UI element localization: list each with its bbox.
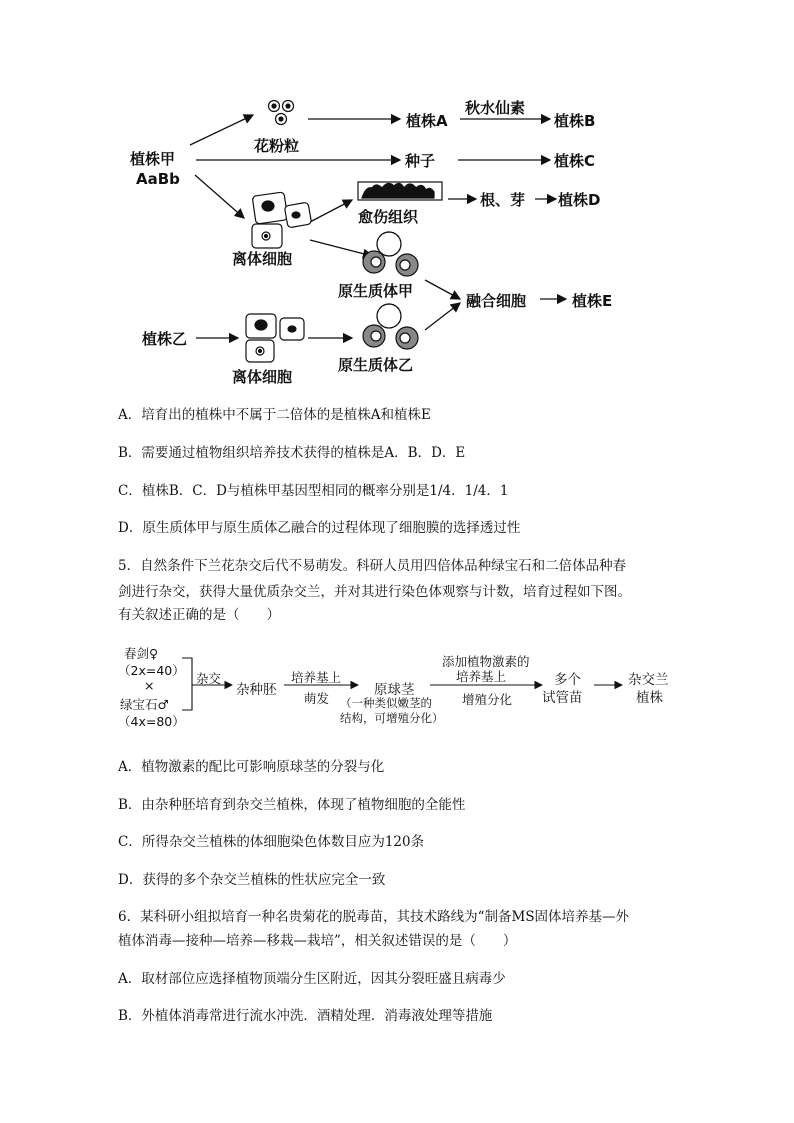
q6-option-b: B．外植体消毒常进行流水冲洗．酒精处理．消毒液处理等措施 — [118, 1008, 493, 1024]
q5-option-a: A．植物激素的配比可影响原球茎的分裂与化 — [118, 759, 385, 775]
germinate-label: 萌发 — [304, 691, 330, 706]
q5-stem-line-3: 有关叙述正确的是（ ） — [118, 607, 280, 623]
seedlings-label-2: 试管苗 — [542, 690, 583, 706]
plant-c-label: 植株C — [554, 152, 596, 170]
q5-option-b: B．由杂种胚培育到杂交兰植株，体现了植物细胞的全能性 — [118, 797, 466, 813]
q4-option-a: A．培育出的植株中不属于二倍体的是植株A和植株E — [118, 407, 431, 423]
hybrid-label-2: 植株 — [636, 690, 663, 706]
on-medium-label: 培养基上 — [291, 670, 342, 685]
genotype-label: AaBb — [136, 170, 180, 188]
q4-option-c: C．植株B．C．D与植株甲基因型相同的概率分别是1/4．1/4．1 — [118, 483, 509, 499]
isolated-cells-2-label: 离体细胞 — [232, 368, 293, 386]
q4-option-b: B．需要通过植物组织培养技术获得的植株是A．B．D．E — [118, 445, 466, 461]
plant-e-label: 植株E — [572, 292, 613, 310]
embryo-label: 杂种胚 — [236, 682, 277, 698]
q6-stem-line-1: 6．某科研小组拟培育一种名贵菊花的脱毒苗，其技术路线为“制备MS固体培养基—外 — [118, 909, 630, 925]
isolated-cells-1-label: 离体细胞 — [232, 250, 293, 268]
plant-yi-label: 植株乙 — [142, 330, 188, 348]
q5-stem-line-1: 5．自然条件下兰花杂交后代不易萌发。科研人员用四倍体品种绿宝石和二倍体品种春 — [118, 558, 627, 574]
add-hormone-label-2: 培养基上 — [456, 669, 507, 684]
chunjian-label: 春剑♀ — [124, 646, 159, 661]
lvbaoshi-chromosome: （4x=80） — [118, 714, 185, 729]
seedlings-label-1: 多个 — [554, 672, 581, 688]
q5-option-c: C．所得杂交兰植株的体细胞染色体数目应为120条 — [118, 834, 425, 850]
colchicine-label: 秋水仙素 — [465, 99, 526, 117]
protoplast-jia-label: 原生质体甲 — [338, 282, 414, 300]
pollen-label: 花粉粒 — [254, 137, 300, 155]
protoplast-yi-label: 原生质体乙 — [338, 356, 414, 374]
hybrid-label-1: 杂交兰 — [628, 672, 669, 688]
plant-d-label: 植株D — [558, 191, 601, 209]
cross-mark: × — [144, 678, 155, 693]
q4-option-d: D．原生质体甲与原生质体乙融合的过程体现了细胞膜的选择透过性 — [118, 520, 521, 536]
hybridize-label: 杂交 — [196, 671, 222, 686]
chunjian-chromosome: （2x=40） — [118, 663, 185, 678]
callus-label: 愈伤组织 — [358, 208, 419, 226]
q5-option-d: D．获得的多个杂交兰植株的性状应完全一致 — [118, 872, 386, 888]
add-hormone-label-1: 添加植物激素的 — [442, 654, 530, 669]
seed-label: 种子 — [405, 152, 436, 170]
proliferate-label: 增殖分化 — [462, 692, 513, 707]
plb-note-2: 结构，可增殖分化） — [340, 711, 444, 725]
plb-label: 原球茎 — [374, 682, 415, 698]
fusion-cell-label: 融合细胞 — [466, 292, 527, 310]
plant-b-label: 植株B — [554, 112, 596, 130]
plant-jia-label: 植株甲 — [130, 150, 176, 168]
q6-stem-line-2: 植体消毒—接种—培养—移栽—栽培”，相关叙述错误的是（ ） — [118, 933, 517, 949]
q5-stem-line-2: 剑进行杂交，获得大量优质杂交兰，并对其进行染色体观察与计数，培育过程如下图。 — [118, 584, 631, 600]
plant-a-label: 植株A — [406, 112, 448, 130]
root-bud-label: 根、芽 — [480, 191, 526, 209]
q6-option-a: A．取材部位应选择植物顶端分生区附近，因其分裂旺盛且病毒少 — [118, 971, 506, 987]
plb-note-1: （一种类似嫩茎的 — [340, 696, 432, 710]
lvbaoshi-label: 绿宝石♂ — [120, 697, 169, 712]
